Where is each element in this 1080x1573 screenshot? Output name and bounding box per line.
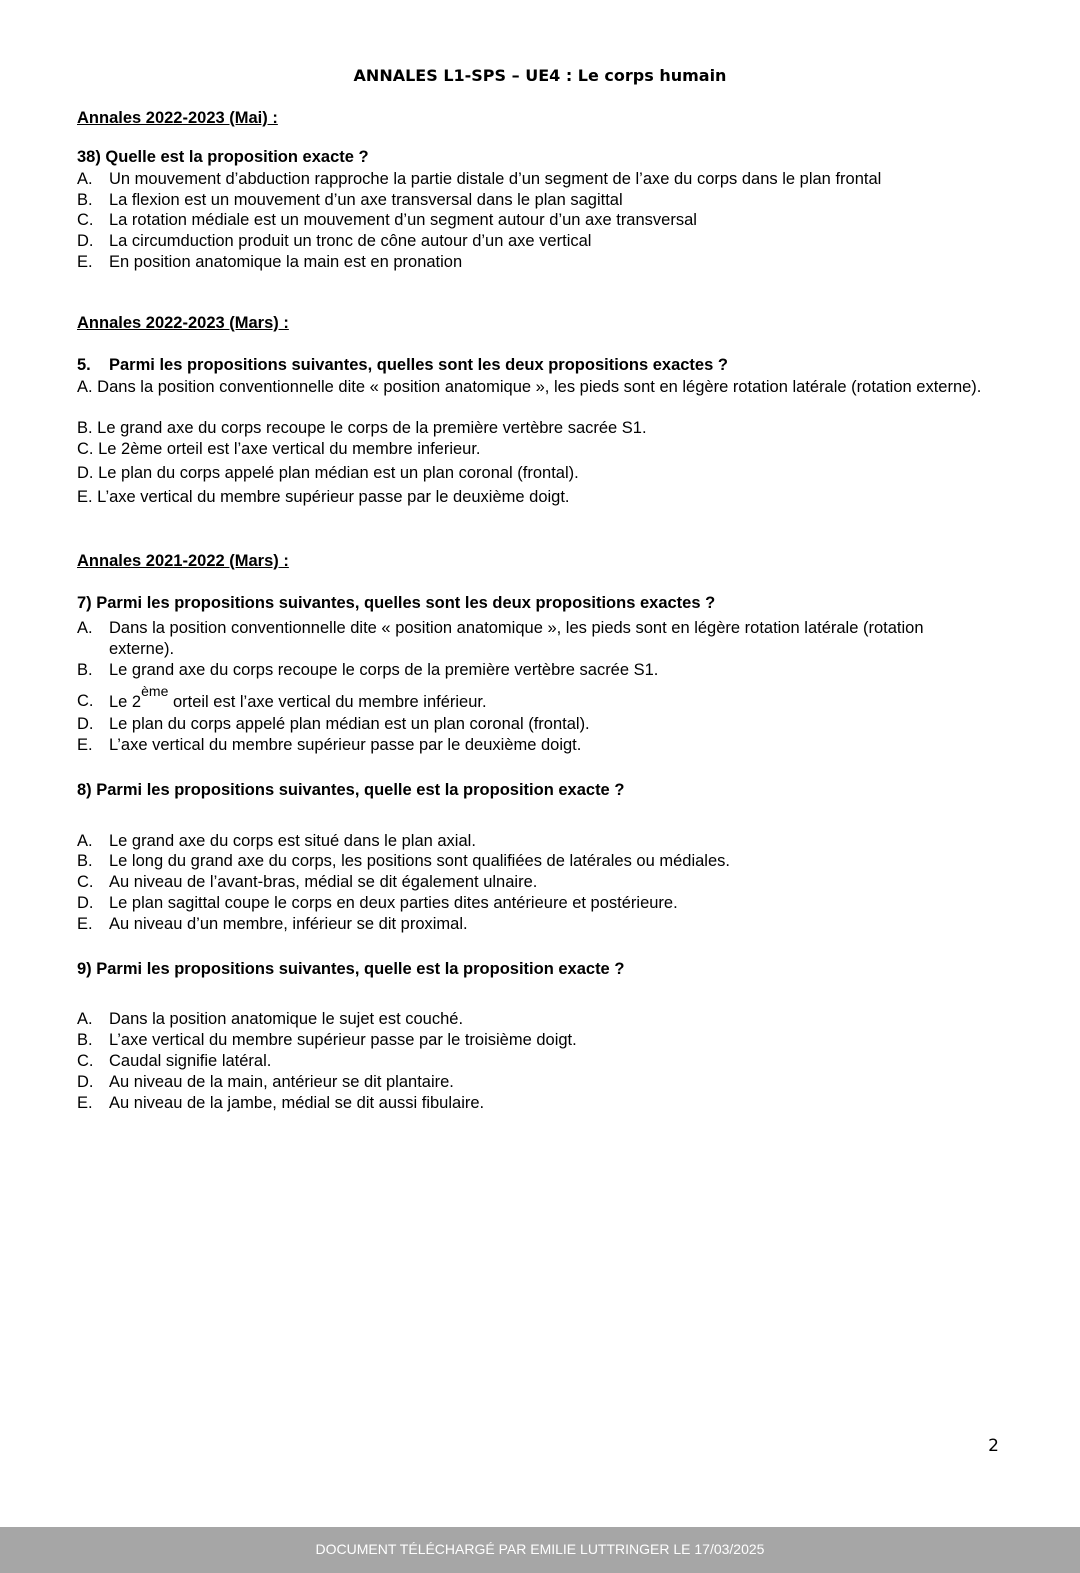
question-7-title: 7) Parmi les propositions suivantes, quelles sont les deux propositions exactes ?	[77, 594, 716, 612]
question-38-title: 38) Quelle est la proposition exacte ?	[77, 148, 369, 166]
question-9-option-b	[77, 1030, 1000, 1051]
question-5-option-a	[77, 377, 1000, 398]
option-text: E. L’axe vertical du membre supérieur passe par le deuxième doigt.	[77, 488, 570, 506]
question-7-option-e	[77, 735, 1000, 756]
question-7-option-b	[77, 660, 1000, 681]
page-number: 2	[988, 1436, 999, 1456]
option-text: Caudal signifie latéral.	[109, 1052, 272, 1070]
question-7-option-d	[77, 714, 1000, 735]
question-5-option-d	[77, 463, 1000, 484]
option-text	[109, 683, 1000, 713]
option-letter: A.	[77, 832, 93, 850]
question-8-option-b	[77, 851, 1000, 872]
question-5-option-b	[77, 418, 1000, 439]
option-letter: C.	[77, 1052, 94, 1070]
option-letter: B.	[77, 1031, 93, 1049]
question-8-option-e	[77, 914, 1000, 935]
option-letter: B.	[77, 191, 93, 209]
ordinal-superscript: ème	[141, 683, 169, 699]
section-title-2022-2023-mars: Annales 2022-2023 (Mars) :	[77, 314, 289, 332]
question-9-title: 9) Parmi les propositions suivantes, quelle est la proposition exacte ?	[77, 960, 625, 978]
option-letter: A.	[77, 1010, 93, 1028]
option-text: C. Le 2ème orteil est l’axe vertical du membre inferieur.	[77, 440, 481, 458]
option-letter: D.	[77, 232, 94, 250]
option-text: B. Le grand axe du corps recoupe le corps de la première vertèbre sacrée S1.	[77, 419, 647, 437]
question-9-option-c	[77, 1051, 1000, 1072]
option-letter: E.	[77, 736, 93, 754]
option-text: La circumduction produit un tronc de cône autour d’un axe vertical	[109, 232, 592, 250]
question-38-option-a	[77, 169, 1000, 190]
option-letter: B.	[77, 661, 93, 679]
question-38-option-d	[77, 231, 1000, 252]
option-text: A. Dans la position conventionnelle dite « position anatomique », les pieds sont en légère rotation latérale (rotation externe).	[77, 378, 982, 396]
question-8-option-d	[77, 893, 1000, 914]
option-letter: D.	[77, 894, 94, 912]
option-text: Le grand axe du corps est situé dans le plan axial.	[109, 832, 476, 850]
question-9-option-d	[77, 1072, 1000, 1093]
question-38-option-b	[77, 190, 1000, 211]
question-38-option-e	[77, 252, 1000, 273]
question-9-option-e	[77, 1093, 1000, 1114]
option-letter: B.	[77, 852, 93, 870]
section-title-2021-2022-mars: Annales 2021-2022 (Mars) :	[77, 552, 289, 570]
question-5-title	[77, 356, 728, 375]
option-letter: E.	[77, 915, 93, 933]
question-8-option-a	[77, 831, 1000, 852]
question-8-title: 8) Parmi les propositions suivantes, quelle est la proposition exacte ?	[77, 781, 625, 799]
option-text: La rotation médiale est un mouvement d’un segment autour d’un axe transversal	[109, 211, 697, 229]
option-text-before: Le 2	[109, 693, 142, 711]
option-letter: E.	[77, 253, 93, 271]
footer-download-notice: DOCUMENT TÉLÉCHARGÉ PAR EMILIE LUTTRINGER LE 17/03/2025	[315, 1541, 765, 1557]
option-text: Au niveau de la main, antérieur se dit plantaire.	[109, 1073, 454, 1091]
page-title: ANNALES L1-SPS – UE4 : Le corps humain	[353, 66, 727, 85]
question-number: 5.	[77, 356, 91, 374]
question-text: Parmi les propositions suivantes, quelles sont les deux propositions exactes ?	[109, 356, 728, 374]
question-7-option-c	[77, 683, 1000, 713]
option-text: Un mouvement d’abduction rapproche la partie distale d’un segment de l’axe du corps dans le plan frontal	[109, 170, 882, 188]
option-text: L’axe vertical du membre supérieur passe par le troisième doigt.	[109, 1031, 577, 1049]
option-text: Au niveau de la jambe, médial se dit aussi fibulaire.	[109, 1094, 485, 1112]
option-text: Le plan sagittal coupe le corps en deux parties dites antérieure et postérieure.	[109, 894, 678, 912]
option-letter: E.	[77, 1094, 93, 1112]
question-9-option-a	[77, 1009, 1000, 1030]
question-38-option-c	[77, 210, 1000, 231]
question-5-option-e	[77, 487, 1000, 508]
option-text: L’axe vertical du membre supérieur passe par le deuxième doigt.	[109, 736, 582, 754]
option-text: Le plan du corps appelé plan médian est un plan coronal (frontal).	[109, 715, 590, 733]
option-text: Dans la position anatomique le sujet est couché.	[109, 1010, 464, 1028]
option-text: Le long du grand axe du corps, les positions sont qualifiées de latérales ou médiales.	[109, 852, 730, 870]
option-letter: D.	[77, 1073, 94, 1091]
option-text-after: orteil est l’axe vertical du membre inférieur.	[168, 693, 487, 711]
question-5-option-c	[77, 439, 1000, 460]
option-text: Au niveau de l’avant-bras, médial se dit également ulnaire.	[109, 873, 538, 891]
option-letter: A.	[77, 619, 93, 637]
option-letter: C.	[77, 211, 94, 229]
option-text: La flexion est un mouvement d’un axe transversal dans le plan sagittal	[109, 191, 623, 209]
option-text: Le grand axe du corps recoupe le corps de la première vertèbre sacrée S1.	[109, 661, 659, 679]
option-letter: D.	[77, 715, 94, 733]
question-7-option-a	[77, 618, 1000, 659]
option-letter: C.	[77, 692, 94, 710]
option-letter: A.	[77, 170, 93, 188]
question-8-option-c	[77, 872, 1000, 893]
section-title-2022-2023-mai: Annales 2022-2023 (Mai) :	[77, 109, 278, 127]
option-text: Dans la position conventionnelle dite « position anatomique », les pieds sont en légère rotation latérale (rotation externe).	[109, 619, 924, 658]
option-letter: C.	[77, 873, 94, 891]
option-text: D. Le plan du corps appelé plan médian est un plan coronal (frontal).	[77, 464, 579, 482]
option-text: Au niveau d’un membre, inférieur se dit proximal.	[109, 915, 468, 933]
option-text: En position anatomique la main est en pronation	[109, 253, 463, 271]
